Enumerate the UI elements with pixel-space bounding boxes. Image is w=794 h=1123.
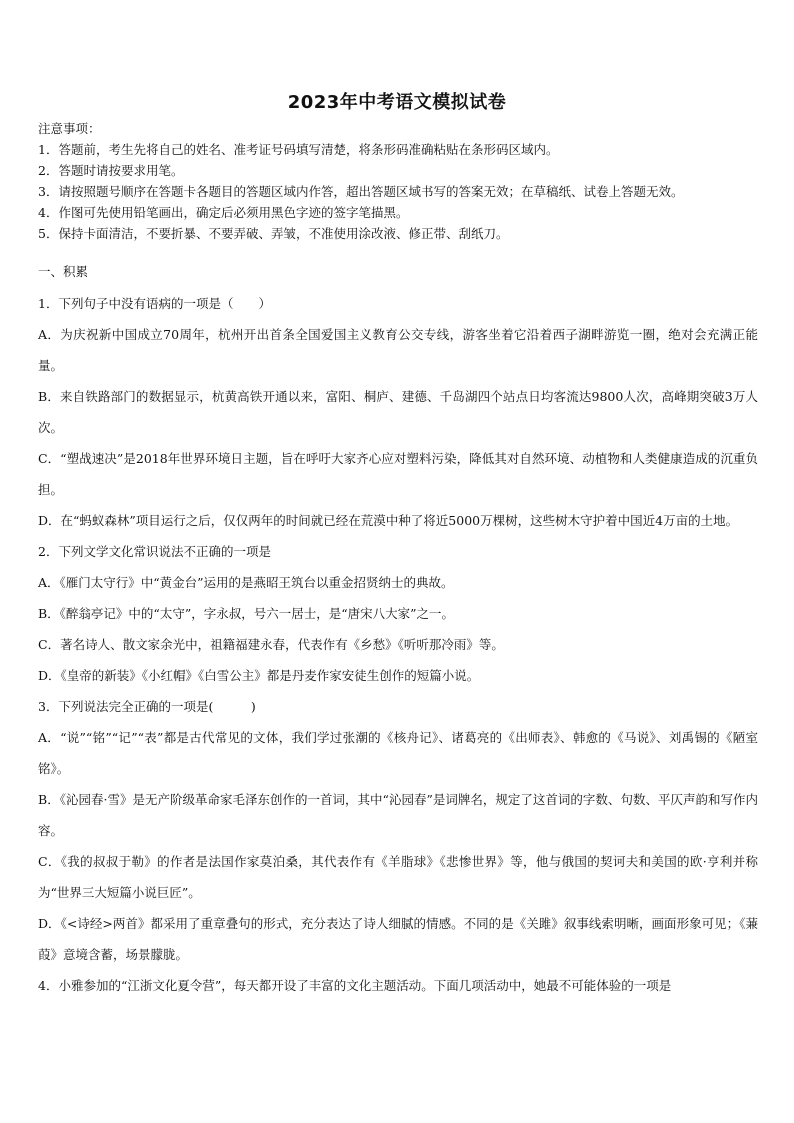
question-stem: 4．小雅参加的“江浙文化夏令营”，每天都开设了丰富的文化主题活动。下面几项活动中，她最不可能体验的一项是 bbox=[38, 978, 672, 993]
notice-item: 5．保持卡面清洁，不要折暴、不要弄破、弄皱，不准使用涂改液、修正带、刮纸刀。 bbox=[38, 226, 509, 241]
question-option: A．“说”“铭”“记”“表”都是古代常见的文体，我们学过张潮的《核舟记》、诸葛亮的《出师表》、韩愈的《马说》、刘禹锡的《陋室铭》。 bbox=[38, 730, 758, 776]
question-option: C．《我的叔叔于勒》的作者是法国作家莫泊桑，其代表作有《羊脂球》《悲惨世界》等，他与俄国的契诃夫和美国的欧·亨利并称为“世界三大短篇小说巨匠”。 bbox=[38, 854, 758, 900]
question-option: B．《沁园春·雪》是无产阶级革命家毛泽东创作的一首词，其中“沁园春”是词牌名，规定了这首词的字数、句数、平仄声韵和写作内容。 bbox=[38, 792, 758, 838]
question-option: D．在“蚂蚁森林”项目运行之后，仅仅两年的时间就已经在荒漠中种了将近5000万棵树，这些树木守护着中国近4万亩的土地。 bbox=[38, 513, 739, 528]
notice-heading: 注意事项： bbox=[38, 121, 101, 136]
question-stem: 3．下列说法完全正确的一项是( ) bbox=[38, 699, 256, 714]
question-option: A．《雁门太守行》中“黄金台”运用的是燕昭王筑台以重金招贤纳士的典故。 bbox=[38, 575, 454, 590]
notice-item: 3．请按照题号顺序在答题卡各题目的答题区域内作答，超出答题区域书写的答案无效；在草稿纸、试卷上答题无效。 bbox=[38, 184, 684, 199]
question-option: B．《醉翁亭记》中的“太守”，字永叔，号六一居士，是“唐宋八大家”之一。 bbox=[38, 606, 454, 621]
question-option: A．为庆祝新中国成立70周年，杭州开出首条全国爱国主义教育公交专线，游客坐着它沿着西子湖畔游览一圈，绝对会充满正能量。 bbox=[38, 327, 758, 373]
question-option: C．著名诗人、散文家余光中，祖籍福建永春，代表作有《乡愁》《听听那冷雨》等。 bbox=[38, 637, 504, 652]
notice-item: 2．答题时请按要求用笔。 bbox=[38, 163, 184, 178]
page-title: 2023年中考语文模拟试卷 bbox=[287, 92, 507, 113]
question-stem: 1．下列句子中没有语病的一项是（ ） bbox=[38, 296, 271, 311]
question-stem: 2．下列文学文化常识说法不正确的一项是 bbox=[38, 544, 271, 559]
question-option: D．《<诗经>两首》都采用了重章叠句的形式，充分表达了诗人细腻的情感。不同的是《关雎》叙事线索明晰，画面形象可见；《蒹葭》意境含蓄，场景朦胧。 bbox=[38, 916, 758, 962]
notice-block bbox=[38, 118, 758, 244]
question-option: D．《皇帝的新装》《小红帽》《白雪公主》都是丹麦作家安徒生创作的短篇小说。 bbox=[38, 668, 480, 683]
question-option: C．“塑战速决”是2018年世界环境日主题，旨在呼吁大家齐心应对塑料污染，降低其对自然环境、动植物和人类健康造成的沉重负担。 bbox=[38, 451, 758, 497]
question-option: B．来自铁路部门的数据显示，杭黄高铁开通以来，富阳、桐庐、建德、千岛湖四个站点日均客流达9800人次，高峰期突破3万人次。 bbox=[38, 389, 758, 435]
exam-body bbox=[38, 262, 758, 1001]
section-heading: 一、积累 bbox=[38, 264, 89, 279]
notice-item: 4．作图可先使用铅笔画出，确定后必须用黑色字迹的签字笔描黑。 bbox=[38, 205, 409, 220]
notice-item: 1．答题前，考生先将自己的姓名、准考证号码填写清楚，将条形码准确粘贴在条形码区域内。 bbox=[38, 142, 559, 157]
